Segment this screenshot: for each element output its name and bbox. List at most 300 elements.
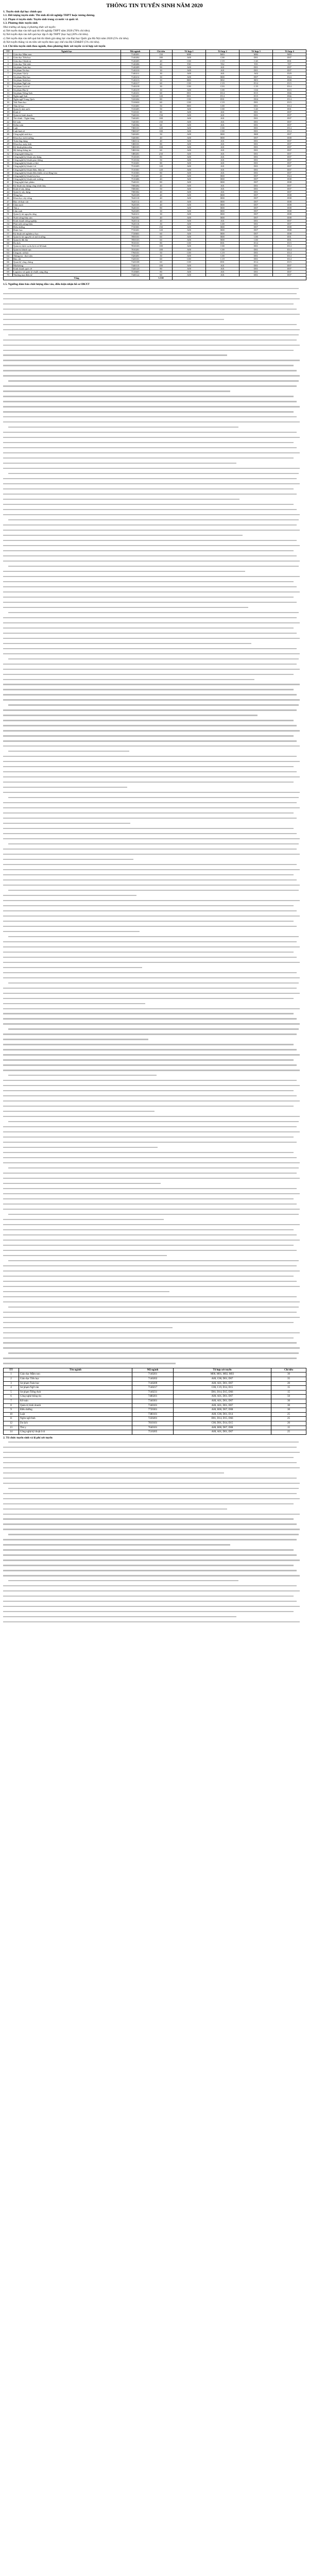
table-cell: 7320101	[121, 258, 150, 261]
table-cell: D07	[239, 200, 273, 203]
text-line	[3, 483, 306, 487]
table-cell: 7140231	[121, 91, 150, 94]
table-cell: Khoa học môi trường	[13, 136, 121, 139]
table-cell: A00, A01, D01, D07	[174, 1403, 271, 1408]
text-line	[3, 828, 306, 832]
table-cell: 3	[4, 1381, 19, 1386]
table-cell: 9	[4, 78, 13, 81]
table-cell: 40	[150, 184, 173, 187]
text-line	[3, 1570, 306, 1573]
text-line	[3, 1560, 306, 1563]
text-line	[3, 1322, 306, 1326]
table-cell: A01	[206, 69, 239, 72]
table-cell: 30	[150, 210, 173, 213]
table-cell: D07	[239, 213, 273, 216]
table-cell: Công nghệ kỹ thuật giao thông	[13, 158, 121, 161]
table-row	[4, 1381, 306, 1386]
table-cell: 7620105	[121, 203, 150, 206]
table-row	[4, 1426, 306, 1430]
text-line	[3, 319, 306, 323]
table-cell: 7140217	[132, 1386, 174, 1391]
text-line	[3, 314, 306, 317]
text-line	[3, 1534, 306, 1537]
table-cell: 7810101	[132, 1421, 174, 1426]
table-cell: 150	[150, 120, 173, 123]
text-line	[3, 427, 306, 430]
table-cell: 14	[4, 94, 13, 97]
text-line	[3, 1260, 306, 1264]
table-cell: D01	[239, 251, 273, 254]
table-cell: C19	[206, 251, 239, 254]
table-cell: 60	[150, 239, 173, 242]
text-line	[3, 1085, 306, 1089]
text-line	[3, 468, 306, 471]
table-cell: 30	[150, 88, 173, 91]
table-cell: A00	[173, 239, 206, 242]
table-cell: 10	[4, 1412, 19, 1417]
table-cell: 30	[271, 1408, 306, 1413]
text-line	[3, 818, 306, 821]
table-cell: T00	[173, 62, 206, 65]
table-cell: 1	[4, 53, 13, 56]
table-cell: Ngôn ngữ Anh	[19, 1417, 132, 1421]
text-line	[3, 1234, 306, 1238]
table-cell: Quản lý nhà nước	[13, 107, 121, 110]
table-cell: 7620301	[121, 216, 150, 219]
table-cell: 42	[4, 184, 13, 187]
table-cell: 2	[4, 1377, 19, 1382]
table-cell: 7220201	[121, 94, 150, 97]
table-cell: 45	[4, 194, 13, 197]
table-cell: 7140209	[132, 1381, 174, 1386]
table-cell: C20	[239, 59, 273, 62]
text-line	[3, 993, 306, 996]
table-cell: D08	[273, 181, 306, 184]
table-cell: Toán ứng dụng	[13, 139, 121, 142]
table-cell: B00	[206, 239, 239, 242]
text-line	[3, 679, 306, 683]
table-cell: 120	[150, 229, 173, 232]
table-cell: C00	[173, 98, 206, 101]
table-cell: M00	[173, 53, 206, 56]
text-line	[3, 396, 306, 399]
table-cell: Sư phạm Hóa học	[13, 75, 121, 78]
table-cell: Giáo dục Tiểu học	[19, 1377, 132, 1382]
text-line	[3, 854, 306, 857]
table-cell: B00	[206, 197, 239, 200]
table-cell: 17	[4, 104, 13, 107]
table-cell: C19	[206, 258, 239, 261]
text-line	[3, 1131, 306, 1135]
table-cell: A00	[173, 136, 206, 139]
text-line	[3, 694, 306, 698]
table-cell: 7140202	[121, 56, 150, 59]
table-cell: D07	[273, 69, 306, 72]
table-cell: D08	[273, 229, 306, 232]
table-cell: 60	[150, 232, 173, 235]
text-line	[3, 653, 306, 657]
table-cell: D07	[273, 162, 306, 165]
text-line	[3, 1157, 306, 1161]
table-cell: C00	[173, 258, 206, 261]
text-line	[3, 1100, 306, 1104]
text-line	[3, 1075, 306, 1078]
quota-table	[3, 49, 306, 280]
table-cell: A00	[173, 88, 206, 91]
table-cell: 3	[4, 59, 13, 62]
table-cell: B00	[206, 213, 239, 216]
text-line	[3, 1488, 306, 1492]
table-cell: 30	[150, 255, 173, 258]
text-line	[3, 293, 306, 297]
intro-section	[3, 10, 306, 48]
table-cell: Sư phạm Tiếng Anh	[19, 1390, 132, 1395]
column-header: Ngành học	[13, 50, 121, 53]
table-row	[4, 1377, 306, 1382]
text-line	[3, 874, 306, 878]
table-cell: 36	[4, 165, 13, 168]
table-cell: A01	[206, 165, 239, 168]
table-cell: 7510205	[121, 165, 150, 168]
text-line	[3, 1183, 306, 1187]
table-cell: A00	[173, 264, 206, 267]
text-line	[3, 967, 306, 971]
table-cell: Việt Nam học	[13, 101, 121, 104]
text-line	[3, 910, 306, 914]
table-cell: B00	[173, 104, 206, 107]
table-cell: 5	[4, 66, 13, 69]
table-cell: 7720601	[121, 232, 150, 235]
table-cell: C00	[206, 126, 239, 129]
table-cell: D15	[273, 101, 306, 104]
table-cell: D01	[239, 114, 273, 117]
table-cell: D07	[273, 191, 306, 194]
table-cell: 7	[4, 72, 13, 75]
table-cell: 120	[150, 168, 173, 171]
text-line	[3, 1049, 306, 1053]
table-cell: Công nghệ kỹ thuật ô tô	[13, 165, 121, 168]
table-cell: D07	[273, 158, 306, 161]
intro-paragraph: 1.1. Đối tượng tuyển sinh: Thí sinh đã tốt nghiệp THPT hoặc tương đương.	[3, 14, 95, 18]
table-cell: 69	[4, 270, 13, 274]
text-line	[3, 401, 306, 404]
table-cell: 7310101	[121, 110, 150, 113]
table-cell: 44	[4, 191, 13, 194]
table-cell: Sư phạm Tiếng Anh	[13, 91, 121, 94]
text-line	[3, 391, 306, 394]
text-line	[3, 334, 306, 338]
table-cell: A00	[173, 149, 206, 152]
table-cell: 11	[4, 1417, 19, 1421]
table-cell: Quản trị kinh doanh	[19, 1403, 132, 1408]
table-cell: 7620114	[121, 219, 150, 222]
table-cell: D01	[239, 171, 273, 174]
table-cell: Sư phạm Toán học	[19, 1381, 132, 1386]
table-cell: A00	[173, 270, 206, 274]
table-cell: D01	[239, 274, 273, 277]
table-cell: A01	[206, 171, 239, 174]
table-cell: 40	[150, 59, 173, 62]
table-cell: 57	[4, 232, 13, 235]
table-cell: 4	[4, 62, 13, 65]
table-cell: 54	[4, 223, 13, 226]
table-cell: 60	[150, 149, 173, 152]
table-cell: D01	[239, 158, 273, 161]
table-cell: Công nghệ kỹ thuật điều khiển và tự động hóa	[13, 171, 121, 174]
table-cell: 30	[271, 1372, 306, 1377]
table-cell: 41	[4, 181, 13, 184]
text-line	[3, 699, 306, 703]
table-cell: D01	[173, 91, 206, 94]
text-line	[3, 535, 306, 538]
text-line	[3, 895, 306, 899]
table-cell: 60	[150, 261, 173, 264]
table-cell: D01	[239, 223, 273, 226]
table-cell: D01	[239, 126, 273, 129]
table-cell: 20	[271, 1421, 306, 1426]
table-cell: 7510406	[121, 178, 150, 181]
table-cell: 51	[4, 213, 13, 216]
table-cell: 80	[150, 162, 173, 165]
table-cell: 7480104	[121, 149, 150, 152]
table-cell: 120	[150, 126, 173, 129]
table-cell: D07	[239, 232, 273, 235]
table-cell: A00	[173, 152, 206, 155]
intro-paragraph: a) Xét tuyển dựa vào kết quả thi tốt nghiệp THPT năm 2020 (70% chỉ tiêu).	[3, 29, 91, 33]
text-line	[3, 385, 306, 389]
table-cell: A00	[173, 267, 206, 270]
table-cell: A00	[173, 171, 206, 174]
table-cell: A01	[206, 72, 239, 75]
table-cell: D07	[239, 136, 273, 139]
table-cell: 7140211	[121, 72, 150, 75]
table-cell: Kế toán	[13, 120, 121, 123]
table-cell: 19	[4, 110, 13, 113]
table-cell: C19	[239, 85, 273, 88]
table-cell: 60	[150, 258, 173, 261]
table-cell: A00, C00, D01, D07	[174, 1377, 271, 1382]
table-cell: 7580301	[121, 187, 150, 190]
column-header: Tổ hợp 1	[173, 50, 206, 53]
text-line	[3, 360, 306, 363]
text-line	[3, 566, 306, 569]
text-line	[3, 1352, 306, 1356]
text-line	[3, 745, 306, 749]
table-cell: D01	[239, 130, 273, 133]
table-cell: D15	[273, 242, 306, 245]
table-cell: 7340201	[121, 117, 150, 120]
table-cell: D07	[273, 133, 306, 136]
text-line	[3, 1059, 306, 1063]
table-cell: B00	[206, 133, 239, 136]
text-line	[3, 715, 306, 718]
text-line	[3, 1121, 306, 1125]
text-line	[3, 1286, 306, 1290]
table-cell: 7140219	[121, 88, 150, 91]
table-cell: D07	[239, 229, 273, 232]
text-line	[3, 494, 306, 497]
table-cell: Tài chính - Ngân hàng	[13, 117, 121, 120]
table-cell: 7720301	[132, 1408, 174, 1413]
text-line	[3, 519, 306, 523]
text-line	[3, 720, 306, 723]
table-cell: 52	[4, 216, 13, 219]
text-line	[3, 1044, 306, 1047]
text-line	[3, 1106, 306, 1109]
table-cell: A00	[173, 69, 206, 72]
text-line	[3, 1255, 306, 1259]
table-cell: A00	[173, 207, 206, 210]
table-cell: 30	[150, 78, 173, 81]
table-cell: A00, A01, D01, D07	[174, 1381, 271, 1386]
table-cell: 7340120	[121, 267, 150, 270]
table-cell: D14	[239, 242, 273, 245]
table-cell: D07	[273, 66, 306, 69]
table-cell: D01	[273, 235, 306, 238]
table-cell: A01	[206, 274, 239, 277]
table-cell: D01	[239, 56, 273, 59]
table-cell: A00	[173, 229, 206, 232]
table-cell: 25	[271, 1412, 306, 1417]
table-cell: 60	[150, 123, 173, 126]
table-cell: Công nghệ kỹ thuật xây dựng	[13, 155, 121, 158]
text-line	[3, 982, 306, 986]
table-cell: D07	[273, 114, 306, 117]
table-cell: A01	[206, 142, 239, 145]
table-cell: D08	[273, 232, 306, 235]
column-header: Mã ngành	[132, 1368, 174, 1372]
table-cell: 43	[4, 187, 13, 190]
table-cell: 7460112	[121, 139, 150, 142]
text-line	[3, 1188, 306, 1192]
table-cell: Thông tin - thư viện	[13, 255, 121, 258]
text-line	[3, 340, 306, 343]
text-line	[3, 849, 306, 852]
text-line	[3, 1580, 306, 1584]
table-cell: 90	[150, 66, 173, 69]
table-cell: 70	[4, 274, 13, 277]
text-line	[3, 345, 306, 348]
table-cell: Quản lý xây dựng	[13, 191, 121, 194]
direct-admission-table	[3, 1368, 306, 1435]
table-row	[4, 1408, 306, 1413]
table-cell: 53	[4, 219, 13, 222]
table-cell: D14	[273, 258, 306, 261]
table-cell: A00	[173, 162, 206, 165]
table-cell: A00	[173, 213, 206, 216]
table-cell: 8	[4, 75, 13, 78]
table-cell: 7140205	[121, 59, 150, 62]
table-cell: 40	[150, 136, 173, 139]
table-cell: Quản lý tài nguyên rừng	[13, 213, 121, 216]
table-cell: Kinh tế	[13, 110, 121, 113]
table-cell: D04	[239, 98, 273, 101]
table-cell: D15	[273, 261, 306, 264]
text-line	[3, 674, 306, 677]
table-cell: C00, C19, D14, D15	[174, 1386, 271, 1391]
text-line	[3, 962, 306, 965]
text-line	[3, 545, 306, 549]
text-line	[3, 1090, 306, 1094]
table-cell: Sư phạm Ngữ văn	[13, 82, 121, 85]
table-cell: 10	[4, 82, 13, 85]
table-cell: D01	[239, 69, 273, 72]
table-cell: 120	[150, 165, 173, 168]
table-cell: A01	[206, 267, 239, 270]
table-cell: C00	[173, 242, 206, 245]
total-value: 5.530	[150, 277, 173, 280]
table-cell: M02	[239, 53, 273, 56]
text-line	[3, 1447, 306, 1450]
table-cell: D01	[239, 149, 273, 152]
table-cell: 26	[4, 133, 13, 136]
table-cell: 40	[150, 216, 173, 219]
table-cell: A00, A01, D01, D07	[174, 1395, 271, 1399]
table-cell: C00	[206, 223, 239, 226]
table-cell: D01	[239, 162, 273, 165]
table-cell: 7510103	[121, 155, 150, 158]
table-cell: A01	[206, 168, 239, 171]
table-cell: 59	[4, 239, 13, 242]
table-cell: A01	[206, 270, 239, 274]
table-cell: D14	[273, 130, 306, 133]
table-cell: 5	[4, 1390, 19, 1395]
text-line	[3, 1358, 306, 1361]
table-cell: 80	[150, 181, 173, 184]
text-line	[3, 926, 306, 929]
table-cell: D07	[273, 171, 306, 174]
text-line	[3, 1503, 306, 1507]
text-line	[3, 452, 306, 456]
intro-paragraph: 1.3. Phương thức tuyển sinh	[3, 22, 38, 25]
table-cell: Thương mại điện tử	[13, 274, 121, 277]
table-cell: 7850103	[121, 239, 150, 242]
table-cell: Kỹ thuật phần mềm	[13, 146, 121, 149]
table-cell: 7340101	[132, 1403, 174, 1408]
table-cell: D07	[239, 203, 273, 206]
text-line	[3, 1590, 306, 1594]
table-cell: 68	[4, 267, 13, 270]
text-line	[3, 1245, 306, 1248]
table-cell: 50	[150, 187, 173, 190]
table-cell: T02	[206, 62, 239, 65]
table-cell: 20	[4, 114, 13, 117]
table-cell: Thú y	[19, 1426, 132, 1430]
table-cell: 1	[4, 1372, 19, 1377]
table-cell: 50	[150, 133, 173, 136]
text-line	[3, 1523, 306, 1527]
text-line	[3, 843, 306, 847]
table-cell: 15	[271, 1386, 306, 1391]
table-cell: 32	[4, 152, 13, 155]
table-cell: 30	[150, 72, 173, 75]
text-line	[3, 669, 306, 672]
table-cell: C00, D01, D14, D15	[174, 1421, 271, 1426]
table-cell: A00	[173, 203, 206, 206]
table-cell: D01	[239, 245, 273, 248]
table-cell: D07	[273, 146, 306, 149]
text-line	[3, 350, 306, 353]
text-line	[3, 1198, 306, 1202]
table-cell: D07	[239, 197, 273, 200]
table-cell: Điều dưỡng	[19, 1408, 132, 1413]
text-line	[3, 1342, 306, 1346]
text-line	[3, 1152, 306, 1156]
table-cell: D07	[239, 178, 273, 181]
table-cell: C03	[206, 85, 239, 88]
table-cell: 100	[150, 117, 173, 120]
table-cell: D01	[239, 187, 273, 190]
